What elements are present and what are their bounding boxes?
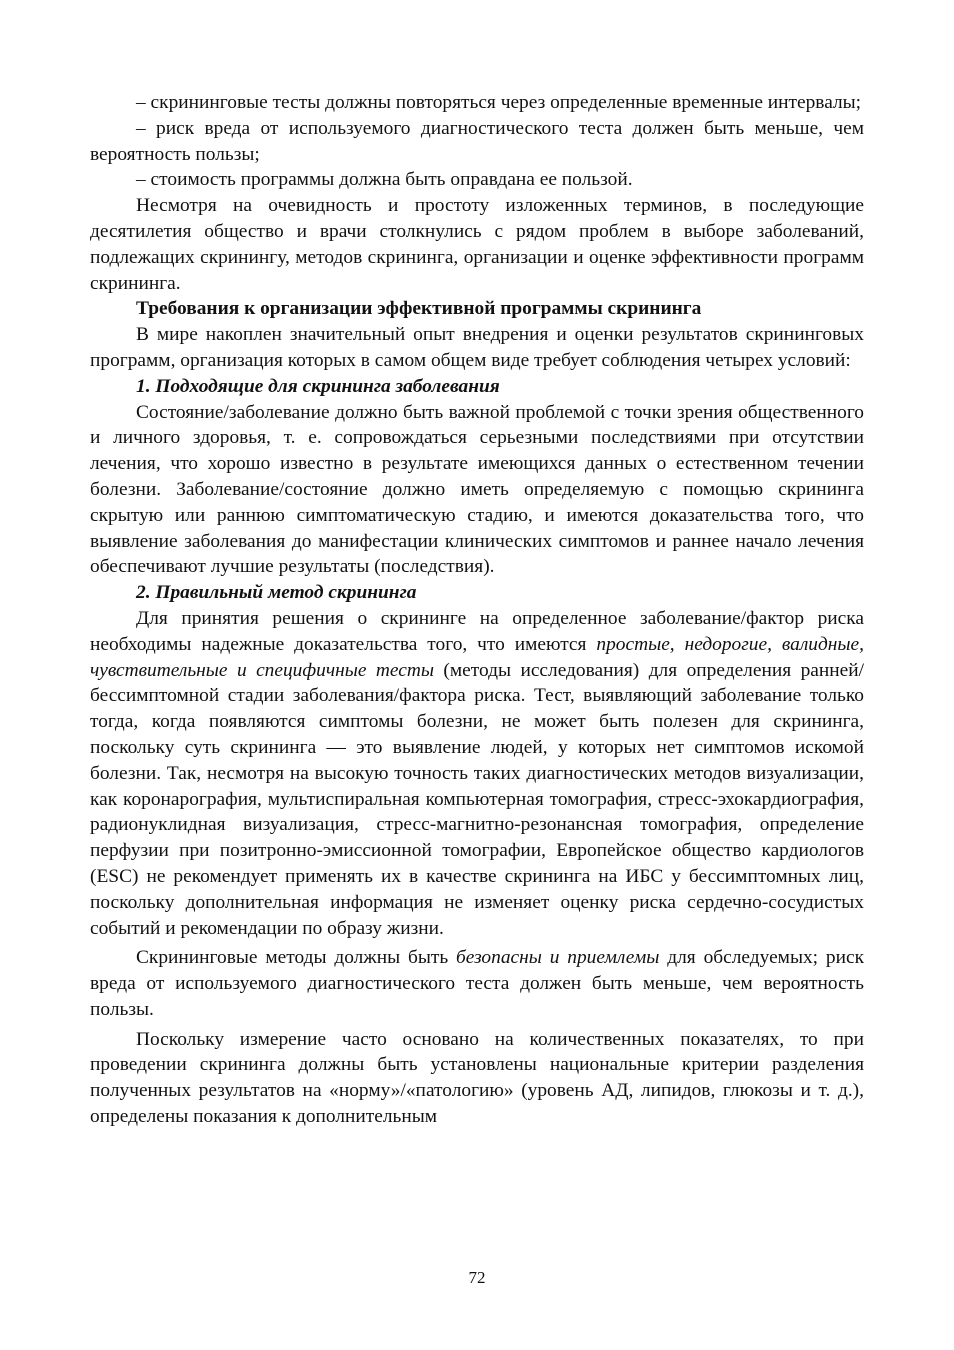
paragraph-disease-criteria: Состояние/заболевание должно быть важной проблемой с точки зрения общественного и личного здоровья, т. е. сопровождаться серьезными последствиями при отсутствии лечения, что хорошо известно в результате имеющихся данных о естественном течении болезни. Заболевание/состояние должно иметь определяемую с помощью скрининга скрытую или раннюю симптоматическую стадию, и имеются доказательства того, что выявление заболевания до манифестации клинических симптомов и раннее начало лечения обеспечивают лучшие результаты (последствия).: [90, 401, 864, 578]
subheading-suitable-diseases: 1. Подходящие для скрининга заболевания: [136, 375, 500, 397]
paragraph-four-conditions: В мире накоплен значительный опыт внедрения и оценки результатов скрининговых программ, организация которых в самом общем виде требует соблюдения четырех условий:: [90, 324, 864, 371]
paragraph-criteria: Поскольку измерение часто основано на количественных показателях, то при проведении скрининга должны быть установлены национальные критерии разделения полученных результатов на «норму»/«патологию» (уровень АД, липидов, глюкозы и т. д.), определены показания к дополнительным: [90, 1028, 864, 1128]
italic-text-span: простые, недорогие, валидные, чувствительные и специфичные тесты: [90, 633, 864, 681]
text-span: Для принятия решения о скрининге на определенное заболевание/фактор риска необходимы надежные доказательства того, что имеются: [90, 607, 864, 655]
italic-text-span: безопасны и приемлемы: [456, 947, 660, 969]
bullet-paragraph-program-cost: – стоимость программы должна быть оправдана ее пользой.: [136, 169, 633, 191]
bullet-paragraph-risk-of-harm: – риск вреда от используемого диагностического теста должен быть меньше, чем вероятность пользы;: [90, 117, 864, 165]
page-number: 72: [468, 1268, 486, 1287]
paragraph-method-requirements: [90, 606, 864, 941]
document-page: [90, 90, 864, 1130]
text-span: для обследуемых; риск вреда от используемого диагностического теста должен быть меньше, чем вероятность пользы.: [90, 947, 865, 1020]
section-heading: Требования к организации эффективной программы скрининга: [136, 298, 702, 320]
subheading-correct-method: 2. Правильный метод скрининга: [136, 582, 417, 604]
paragraph-problems: Несмотря на очевидность и простоту изложенных терминов, в последующие десятилетия общество и врачи столкнулись с рядом проблем в выборе заболеваний, подлежащих скринингу, методов скрининга, организации и оценке эффективности программ скрининга.: [90, 195, 864, 294]
text-span: (методы исследования) для определения ранней/бессимптомной стадии заболевания/фактора риска. Тест, выявляющий заболевание только тогда, когда появляются симптомы болезни, не может быть полезен для скрининга, поскольку суть скрининга — это выявление людей, у которых нет симптомов искомой болезни. Так, несмотря на высокую точность таких диагностических методов визуализации, как коронарография, мультиспиральная компьютерная томография, стресс-эхокардиография, радионуклидная визуализация, стресс-магнитно-резонансная томография, определение перфузии при позитронно-эмиссионной томографии, Европейское общество кардиологов (ESC) не рекомендует применять их в качестве скрининга на ИБС у бессимптомных лиц, поскольку дополнительная информация не изменяет оценку риска сердечно-сосудистых событий и рекомендации по образу жизни.: [90, 659, 864, 939]
bullet-paragraph-repeat-tests: – скрининговые тесты должны повторяться через определенные временные интервалы;: [136, 92, 862, 113]
text-span: Скрининговые методы должны быть: [136, 947, 457, 969]
paragraph-safety: [90, 945, 864, 1022]
